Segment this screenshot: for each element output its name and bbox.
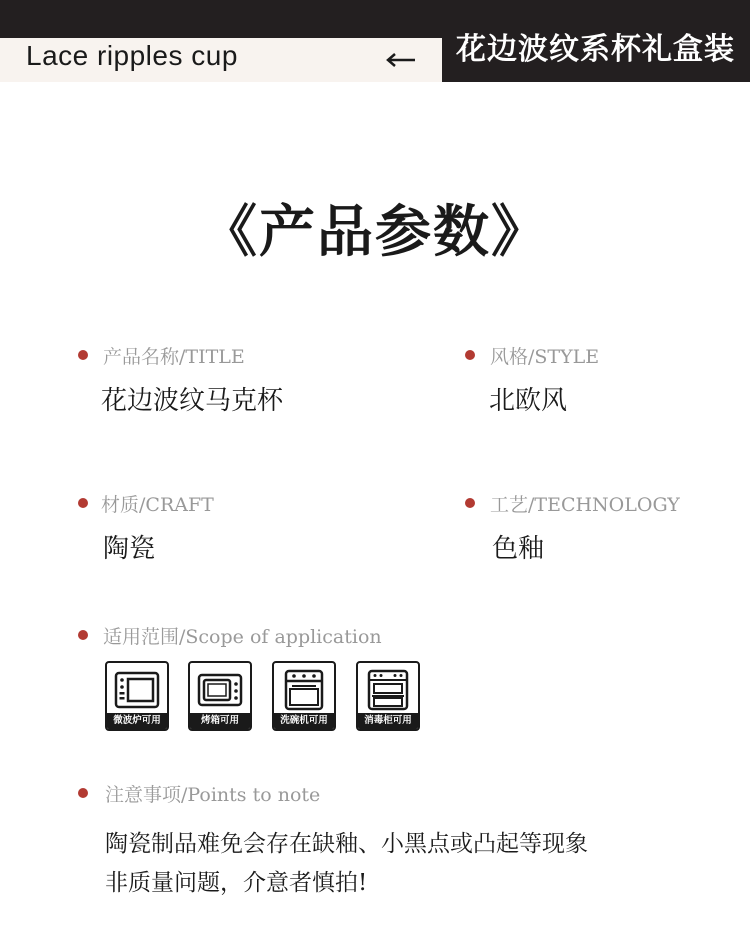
param-value-style: 北欧风	[489, 386, 568, 416]
bullet-dot	[78, 350, 88, 360]
bullet-dot	[465, 498, 475, 508]
application-card-sterilizer	[356, 661, 420, 731]
oven-icon	[196, 667, 244, 713]
microwave-icon	[113, 667, 161, 713]
param-value-technology: 色釉	[492, 534, 545, 564]
application-label-oven: 烤箱可用	[190, 713, 250, 729]
application-label-microwave: 微波炉可用	[107, 713, 167, 729]
param-label-title: 产品名称/TITLE	[103, 346, 245, 368]
application-card-microwave	[105, 661, 169, 731]
application-label-dishwasher: 洗碗机可用	[274, 713, 334, 729]
dishwasher-icon	[280, 667, 328, 713]
bullet-dot	[78, 788, 88, 798]
bullet-dot	[78, 498, 88, 508]
english-product-title: Lace ripples cup	[26, 40, 238, 71]
application-label-sterilizer: 消毒柜可用	[358, 713, 418, 729]
chinese-product-title: 花边波纹系杯礼盒装	[456, 32, 735, 67]
application-card-oven	[188, 661, 252, 731]
sterilizer-cabinet-icon	[364, 667, 412, 713]
bullet-dot	[465, 350, 475, 360]
notes-label: 注意事项/Points to note	[105, 784, 321, 806]
notes-line-2: 非质量问题，介意者慎拍!	[105, 870, 368, 896]
param-label-craft: 材质/CRAFT	[101, 494, 214, 516]
notes-line-1: 陶瓷制品难免会存在缺釉、小黑点或凸起等现象	[105, 831, 588, 857]
param-label-technology: 工艺/TECHNOLOGY	[490, 494, 680, 516]
param-value-title: 花边波纹马克杯	[101, 386, 284, 416]
application-label: 适用范围/Scope of application	[103, 626, 382, 648]
bullet-dot	[78, 630, 88, 640]
param-label-style: 风格/STYLE	[490, 346, 600, 368]
param-value-craft: 陶瓷	[103, 534, 156, 564]
section-title: 《产品参数》	[201, 199, 549, 265]
application-card-dishwasher	[272, 661, 336, 731]
arrow-left-icon	[385, 48, 417, 72]
